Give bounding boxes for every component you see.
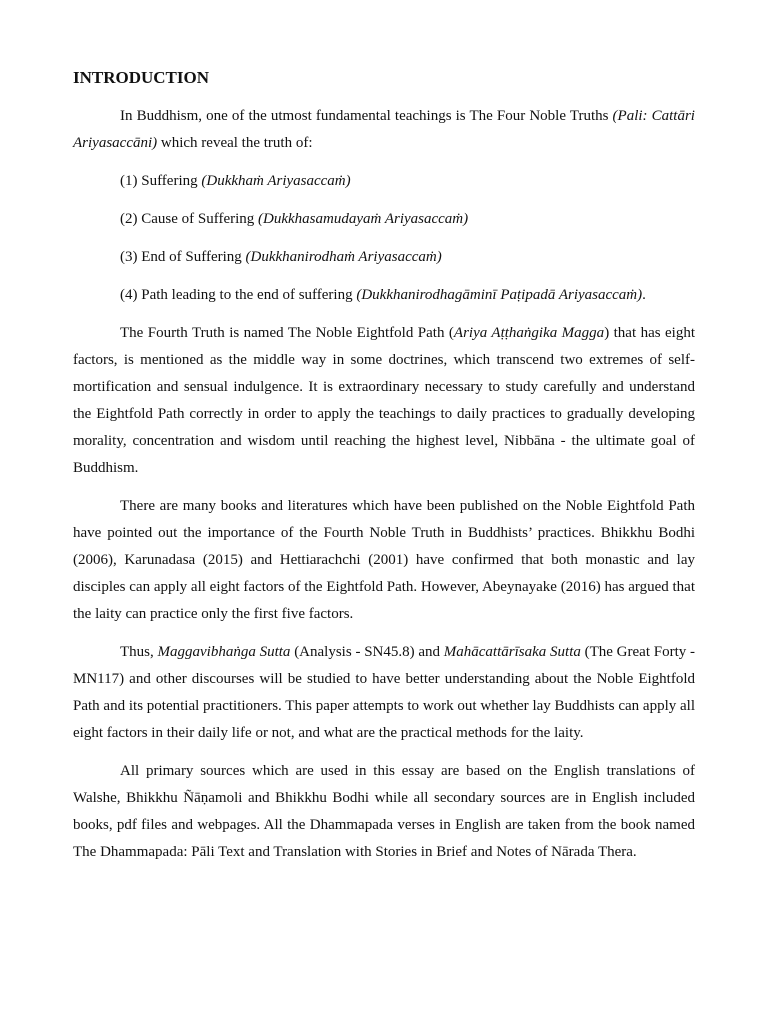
paragraph-text: ) that has eight factors, is mentioned as the middle way in some doctrines, which transcend two extremes of self-mortification and sensual indulgence. It is extraordinary necessary to study carefully and understand the Eightfold Path correctly in order to apply the teachings to daily practices to gradually developing morality, concentration and wisdom until reaching the highest level, Nibbāna - the ultimate goal of Buddhism. [73,325,696,476]
truth-label: (1) Suffering [120,173,202,189]
paragraph-suttas [73,639,695,747]
paragraph-four-noble-truths [73,103,695,157]
paragraph-text: The Fourth Truth is named The Noble Eightfold Path ( [120,325,454,341]
truth-item-2 [73,206,695,233]
sutta-title: Mahācattārīsaka Sutta [443,644,581,660]
truth-item-1 [73,168,695,195]
pali-term: (Dukkhasamudayaṁ Ariyasaccaṁ) [258,211,469,227]
truth-label: (3) End of Suffering [120,249,246,265]
section-heading: INTRODUCTION [73,68,210,87]
paragraph-eightfold-path [73,320,695,482]
paragraph-text: (The Great Forty - MN117) and other discourses will be studied to have better understanding about the Noble Eightfold Path and its potential practitioners. This paper attempts to work out whether lay Buddhists can apply all eight factors in their daily life or not, and what are the practical methods for the laity. [73,644,696,741]
truth-label: (2) Cause of Suffering [120,211,259,227]
paragraph-text: which reveal the truth of: [157,135,313,151]
paragraph-sources: All primary sources which are used in this essay are based on the English translations of Walshe, Bhikkhu Ñāṇamoli and Bhikkhu Bodhi while all secondary sources are in English included books, pdf files and webpages. All the Dhammapada verses in English are taken from the book named The Dhammapada: Pāli Text and Translation with Stories in Brief and Notes of Nārada Thera. [73,763,695,860]
pali-term: Ariya Aṭṭhaṅgika Magga [453,325,605,341]
truth-label: (4) Path leading to the end of suffering [120,287,357,303]
pali-term: (Dukkhanirodhaṁ Ariyasaccaṁ) [245,249,442,265]
pali-term: (Pali: Cattāri Ariyasaccāni) [73,108,695,151]
paragraph-literature: There are many books and literatures which have been published on the Noble Eightfold Path have pointed out the importance of the Fourth Noble Truth in Buddhists’ practices. Bhikkhu Bodhi (2006), Karunadasa (2015) and Hettiarachchi (2001) have confirmed that both monastic and lay disciples can apply all eight factors of the Eightfold Path. However, Abeynayake (2016) has argued that the laity can practice only the first five factors. [73,498,695,622]
sutta-title: Maggavibhaṅga Sutta [157,644,291,660]
truth-end: . [642,287,646,303]
paragraph-text: In Buddhism, one of the utmost fundamental teachings is The Four Noble Truths [120,108,613,124]
document-page [73,66,695,877]
truth-item-4 [73,282,695,309]
truth-item-3 [73,244,695,271]
paragraph-text: (Analysis - SN45.8) and [290,644,444,660]
paragraph-text: Thus, [120,644,158,660]
pali-term: (Dukkhaṁ Ariyasaccaṁ) [201,173,351,189]
pali-term: (Dukkhanirodhagāminī Paṭipadā Ariyasaccaṁ) [356,287,643,303]
